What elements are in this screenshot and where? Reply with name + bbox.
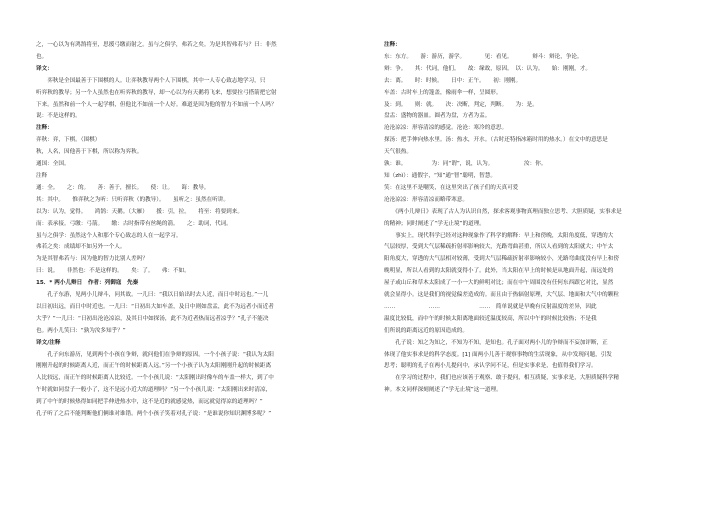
- right-text-line: 阳角度大，穿透的大气层相对较薄，受到大气层稀疏折射率影响较小，光路弯曲度没有早上和傍: [384, 256, 619, 263]
- right-text-line: 知（zhì）：通假字，“知”通“智”聪明，智慧。: [384, 172, 496, 179]
- right-text-line: 思考；聪明的孔子在两小儿提问中，承认学问不足，但是实事求是，也值得我们学习。: [384, 363, 597, 370]
- right-text-line: 去：离。 时：时候。 日中：正午。 初：刚刚。: [384, 77, 522, 84]
- right-text-line: 笑：在这里不是嘲笑，在这里突出了孩子们的天真可爱: [384, 184, 519, 191]
- left-text-line: 听弈秋的教导；另一个人虽然也在听弈秋的教导，却一心以为有天鹅将飞来，想要拉弓搭箭把它射: [36, 89, 277, 96]
- left-text-line: 下来。虽然和前一个人一起学棋，但他比不如前一个人好。难道是因为他的智力不如前一个人吗？: [36, 101, 277, 108]
- left-text-line: 注释: [36, 172, 48, 179]
- right-text-line: 的精神；同时阐述了“学无止境”的道理。: [384, 220, 485, 227]
- left-text-line: 注释：: [36, 125, 53, 132]
- left-text-line: 孔子向东游历，见到两个小孩在争辩，就问他们在争辩的原因。一个小孩子说：“我认为太阳: [36, 351, 274, 358]
- left-text-line: 弈秋：弈，下棋。（围棋）: [36, 137, 101, 144]
- right-text-line: 事实上，现代科学已经对这种现象作了科学的解释：早上和傍晚，太阳角度低，穿透的大: [384, 232, 614, 239]
- left-text-line: 弗若之矣：成绩却不如另外一个人。: [36, 244, 126, 251]
- right-text-line: …… …… …… 简单说就是早晚有反射温度的差异，因此: [384, 303, 597, 310]
- left-text-line: 为是其智弗若与：因为他的智力比别人差吗？: [36, 256, 148, 263]
- right-text-line: 沧沧凉凉：形容清凉的感觉。沧沧：寒冷的意思。: [384, 125, 508, 132]
- right-text-line: 在学习的过程中，我们也应该善于观察、敢于提问，相互质疑，实事求是，大胆质疑科学精: [384, 375, 619, 382]
- right-text-line: 屋子或山丘和草木太阳成了一小一大的鲜明对比；而在中午周围没有任何东西跟它对比，显然: [384, 280, 614, 287]
- left-text-line: 也。: [36, 53, 48, 60]
- left-text-line: 秋，人名，因他善于下棋，所以称为弈秋。: [36, 149, 143, 156]
- right-text-line: 车盖：古时车上的篷盖，像雨伞一样，呈圆形。: [384, 89, 502, 96]
- left-text-line: 15．* 两小儿辩日 作者：列御寇 先秦: [36, 280, 139, 287]
- right-text-line: 《两小儿辩日》表现了古人为认识自然，探求客观事物真理而独立思考、大胆质疑，实事求是: [384, 208, 622, 215]
- left-text-line: 孔子东游，见两小儿辩斗，问其故。一儿曰：“我以日始出时去人近，而日中时远也。”一儿: [36, 292, 269, 299]
- left-column: [36, 40, 332, 421]
- right-text-line: 晚明显，所以人看到的太阳就变得小了。此外，当太阳在早上的时候是从地面升起，而远处的: [384, 268, 614, 275]
- left-text-line: 译文：: [36, 65, 53, 72]
- left-text-line: 以日初出远，而日中时近也。一儿曰：“日初出大如车盖，及日中则如盘盂，此不为远者小而近者: [36, 303, 274, 310]
- left-text-line: 到了中午的时候热得如同把手伸进热水中，这不是近的就感觉热，而远就觉得凉的道理吗？”: [36, 399, 263, 406]
- right-text-line: 盘盂：盛物的器皿。圆者为盘，方者为盂。: [384, 113, 491, 120]
- right-text-line: 天气很热。: [384, 149, 412, 156]
- left-text-line: 说：不是这样的。: [36, 113, 81, 120]
- left-text-line: 大乎？”一儿曰：“日初出沧沧凉凉，及其日中如探汤，此不为近者热而远者凉乎？”孔子不能决: [36, 315, 269, 322]
- right-text-line: 们所说的距离远近的原因造成的。: [384, 327, 468, 334]
- left-text-line: 孔子听了之后不能判断他们俩谁对谁错。两个小孩子笑着对孔子说：“是谁说你知识渊博多呢？”: [36, 411, 272, 418]
- left-text-line: 曰：说。 非然也：不是这样的。 矣：了。 弗：不如。: [36, 268, 190, 275]
- left-text-line: 以为：认为，觉得。 鸿鹄：天鹅。（大雁） 援：引，拉。 将至：将要到来。: [36, 208, 243, 215]
- left-text-line: 译文/注释: [36, 339, 61, 346]
- right-text-line: 探汤：把手伸向热水里。汤：热水，开水。（古时还特指冰箱时用的热水。）在文中的意思是: [384, 137, 608, 144]
- left-text-line: 通：全。 之：的。 善：善于，擅长。 使：让。 诲：教导。: [36, 184, 210, 191]
- left-text-line: 其：其中。 惟弈秋之为听：只听弈秋（的教导）。 虽听之：虽然在听讲。: [36, 196, 229, 203]
- left-text-line: 而：表承接。弓缴：弓箭。 缴：古时指带有丝绳的箭。 之：助词，代词。: [36, 220, 232, 227]
- right-text-line: 东：东方。 游：游历，游学。 见：看见。 辩斗：辩论，争论。: [384, 53, 583, 60]
- right-text-line: 及：到。 则：就。 决：决断，判定，判断。 为：是。: [384, 101, 538, 108]
- left-text-line: 虽与之俱学：虽然这个人和那个专心致志的人在一起学习。: [36, 232, 182, 239]
- right-column: [384, 40, 684, 397]
- left-text-line: 之，一心以为有鸿鹄将至，思援弓缴而射之。虽与之俱学，弗若之矣。为是其智弗若与？曰：非然: [36, 42, 277, 48]
- left-text-line: 弈秋是全国最善于下围棋的人。让弈秋教导两个人下围棋，其中一人专心致志地学习，只: [36, 77, 266, 84]
- right-text-line: 体现了他实事求是的科学态度。[1] 面两小儿善于观察事物的生活现象，从中发现问题，引发: [384, 351, 612, 358]
- right-text-line: 沧沧凉凉：形容清凉而略带寒意。: [384, 196, 468, 203]
- right-text-line: 孰：谁。 为：同“谓”，说，认为。 汝：你。: [384, 161, 547, 168]
- left-text-line: 刚刚升起的时候距离人近，而正午的时候距离人远。”另一个小孩子认为太阳刚刚升起的时候距离: [36, 363, 272, 370]
- left-text-line: 午时就如同盘子一般小了，这不是远小近大的道理吗？”另一个小孩儿说：“太阳刚出来时清凉，: [36, 387, 272, 394]
- left-text-line: 人比较远，而正午的时候距离人比较近。一个小孩儿说：“太阳刚出时像车的车盖一样大，到了中: [36, 375, 274, 382]
- right-text-line: 孔子说：知之为知之，不知为不知，是知也。孔子面对两小儿的争辩而不妄加评断，正: [384, 339, 608, 346]
- right-text-line: 神。本文同样深刻阐述了“学无止境”这一道理。: [384, 387, 502, 394]
- left-text-line: 通国：全国。: [36, 161, 70, 168]
- right-text-line: 辩：争。 其：代词，他们。 故：缘故，原因。 以：认为。 始：刚刚，才。: [384, 65, 591, 72]
- right-text-line: 注释：: [384, 42, 401, 48]
- right-text-line: 气层较厚，受到大气层稀疏折射率影响较大，光路弯曲甚重，所以人看到的太阳就大；中午太: [384, 244, 614, 251]
- left-text-line: 也。两小儿笑曰：“孰为汝多知乎？”: [36, 327, 126, 334]
- right-text-line: 温度比较低，而中午的时候太阳离地面较近温度较高，所以中午的时候比较热；不是我: [384, 315, 597, 322]
- right-text-line: 就会显得小。这是我们的视觉偏差造成的。而且由于热辐射原理，大气层、地面和大气中的颗粒: [384, 292, 619, 299]
